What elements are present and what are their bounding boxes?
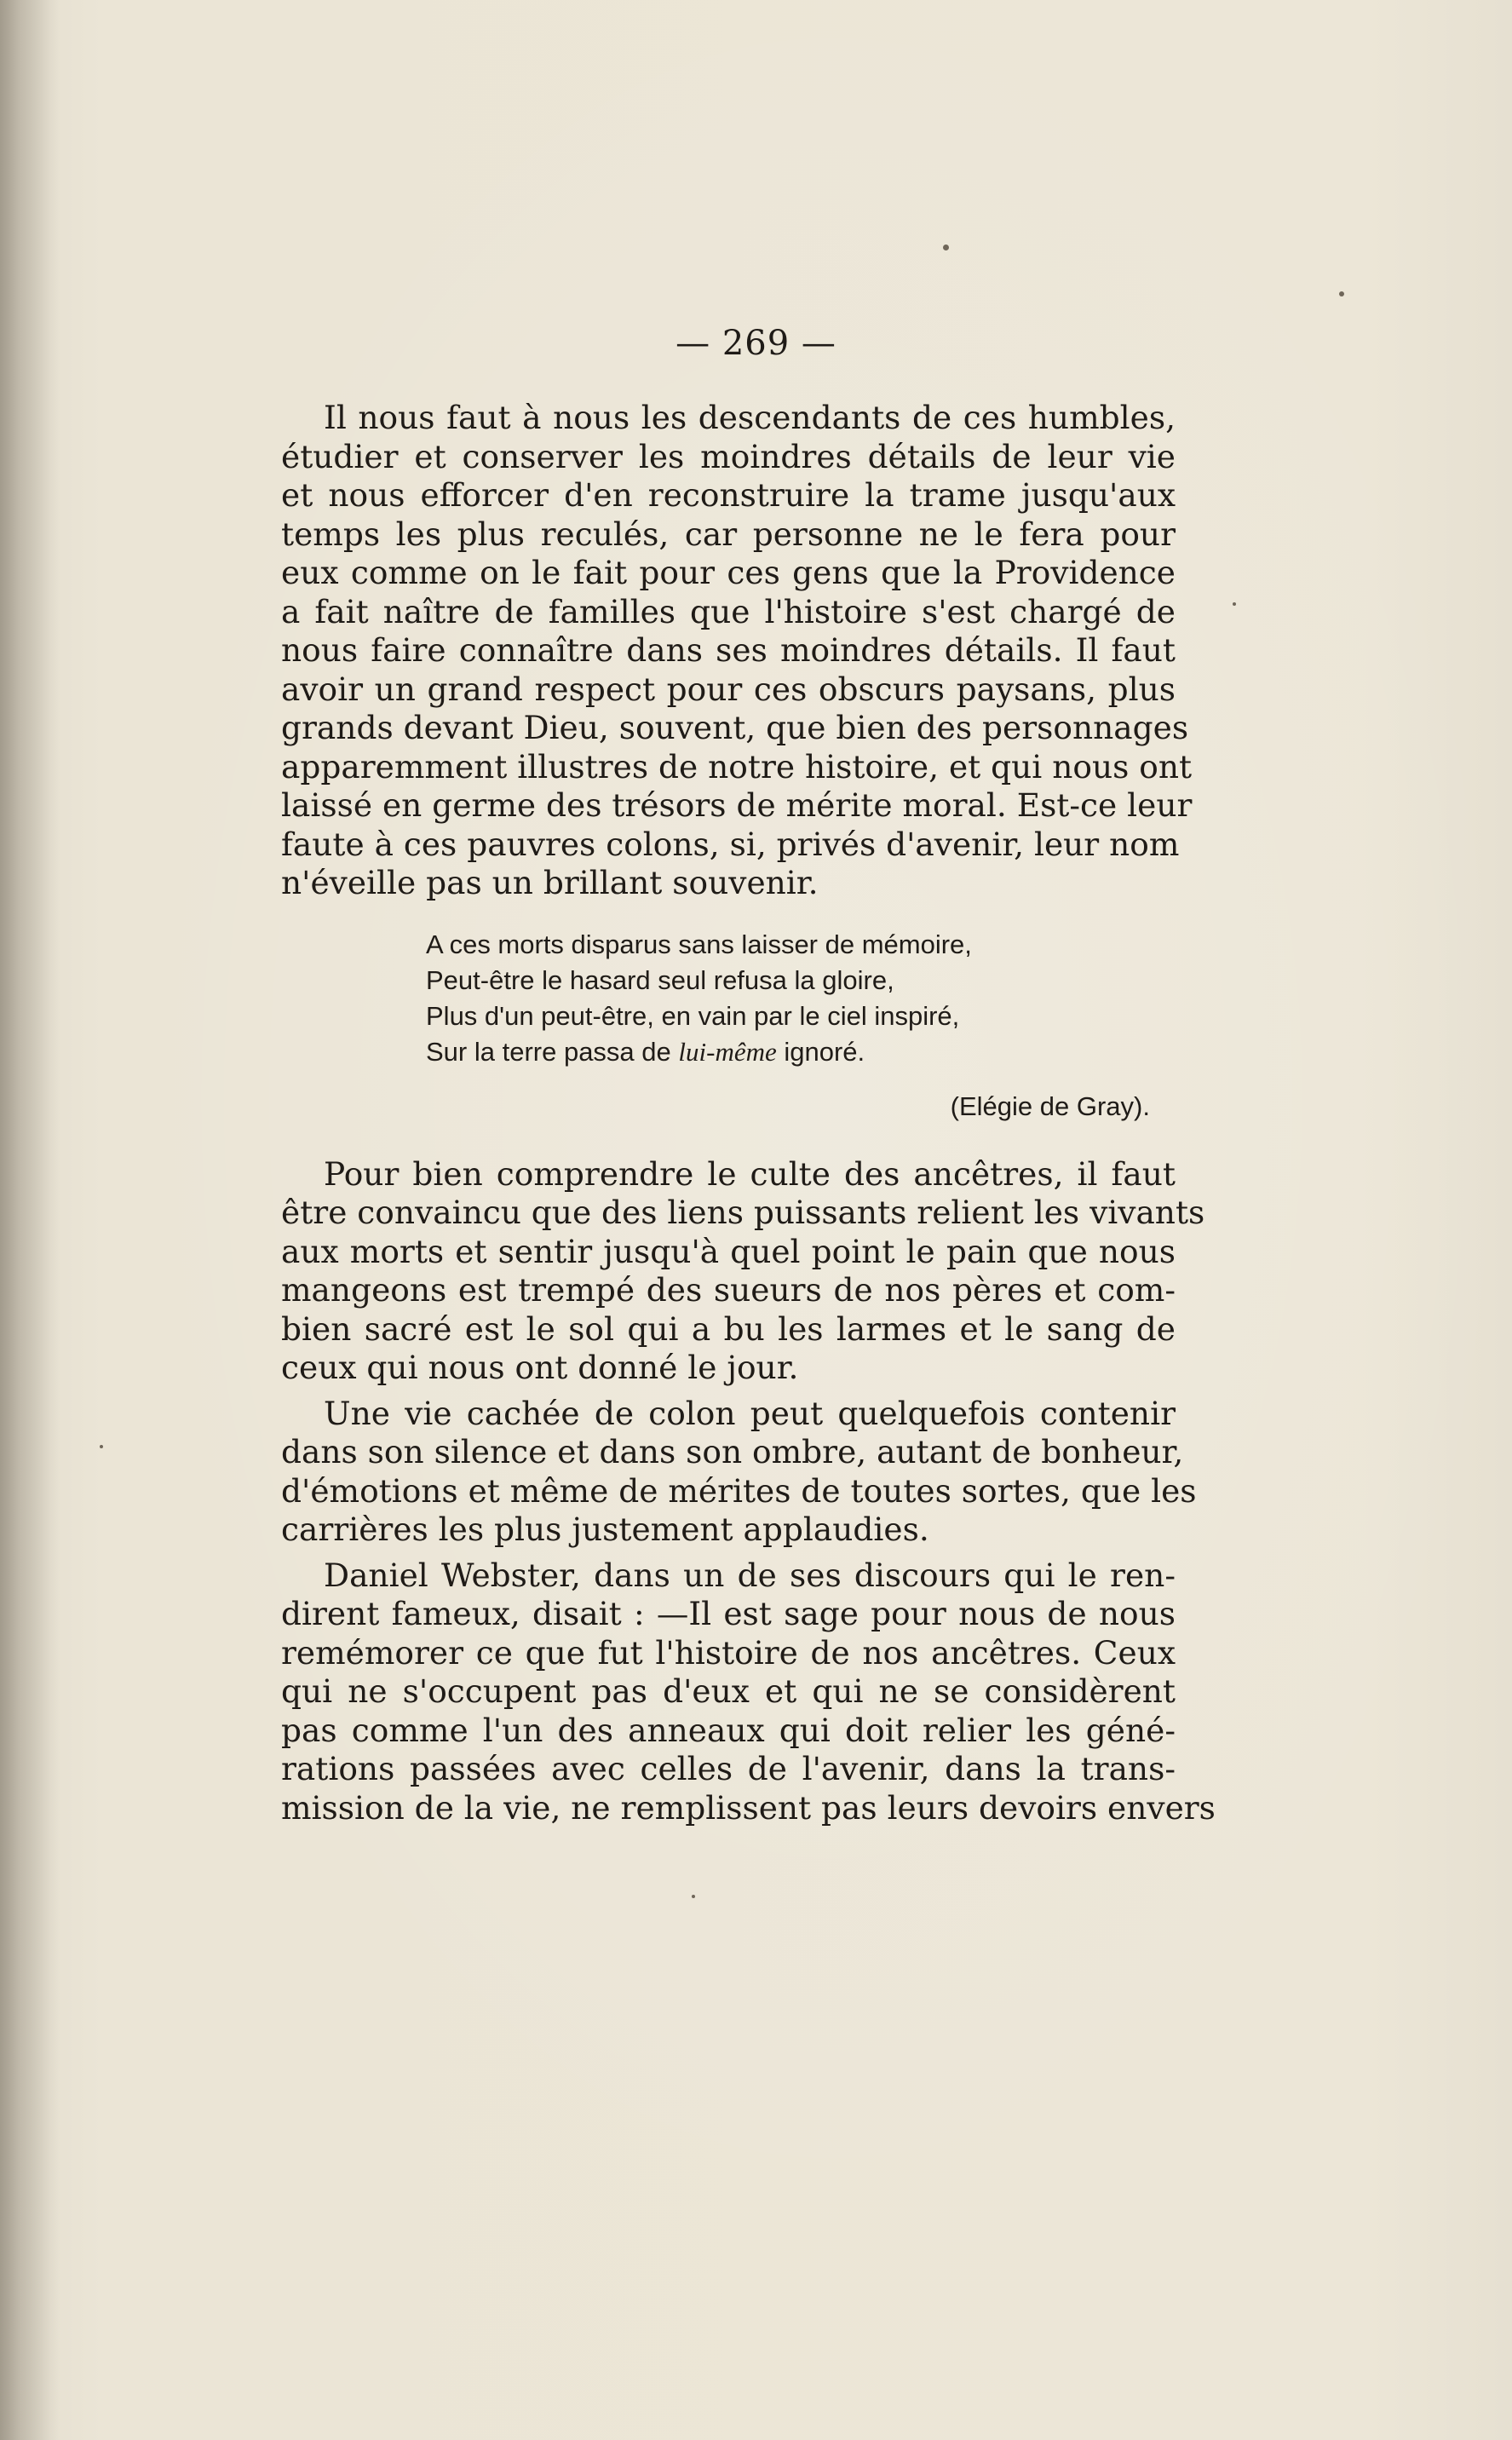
text-line: étudier et conserver les moindres détails de leur vie bbox=[281, 437, 1176, 475]
paragraph-4 bbox=[281, 1556, 1216, 1828]
text-line: mangeons est trempé des sueurs de nos pères et com- bbox=[281, 1271, 1176, 1309]
poem-line: Plus d'un peut-être, en vain par le ciel inspiré, bbox=[426, 1000, 960, 1031]
paragraph-3 bbox=[281, 1394, 1197, 1550]
text-line: dans son silence et dans son ombre, autant de bonheur, bbox=[281, 1433, 1184, 1470]
text-line: eux comme on le fait pour ces gens que la Providence bbox=[281, 554, 1176, 591]
text-line: carrières les plus justement applaudies. bbox=[281, 1511, 929, 1548]
page-number: — 269 — bbox=[676, 324, 836, 363]
paragraph-2 bbox=[281, 1154, 1205, 1388]
poem-line-suffix: ignoré. bbox=[784, 1036, 865, 1067]
text-line: n'éveille pas un brillant souvenir. bbox=[281, 864, 819, 901]
paper-speck bbox=[1339, 291, 1344, 296]
text-line: dirent fameux, disait : —Il est sage pour nous de nous bbox=[281, 1595, 1176, 1632]
paper-speck bbox=[943, 245, 949, 250]
text-line: nous faire connaître dans ses moindres détails. Il faut bbox=[281, 631, 1176, 669]
text-line: aux morts et sentir jusqu'à quel point le pain que nous bbox=[281, 1232, 1176, 1270]
text-line: remémorer ce que fut l'histoire de nos ancêtres. Ceux bbox=[281, 1633, 1176, 1672]
text-line: rations passées avec celles de l'avenir, dans la trans- bbox=[281, 1750, 1176, 1787]
text-line: Une vie cachée de colon peut quelquefois contenir bbox=[324, 1394, 1176, 1432]
text-line: Il nous faut à nous les descendants de ces humbles, bbox=[324, 399, 1176, 436]
gutter-shadow bbox=[0, 0, 60, 2440]
text-line: temps les plus reculés, car personne ne le fera pour bbox=[281, 515, 1176, 553]
poem-line-prefix: Sur la terre passa de bbox=[426, 1036, 671, 1067]
paper-speck bbox=[692, 1895, 695, 1898]
poem-line-italic: lui-même bbox=[678, 1036, 777, 1067]
text-line: apparemment illustres de notre histoire, et qui nous ont bbox=[281, 747, 1193, 786]
poem-line: A ces morts disparus sans laisser de mémoire, bbox=[426, 929, 972, 959]
body-text bbox=[281, 399, 1216, 1827]
text-line: mission de la vie, ne remplissent pas leurs devoirs envers bbox=[281, 1788, 1216, 1827]
text-line: Pour bien comprendre le culte des ancêtres, il faut bbox=[324, 1154, 1176, 1193]
text-line: qui ne s'occupent pas d'eux et qui ne se considèrent bbox=[281, 1672, 1176, 1710]
text-line: faute à ces pauvres colons, si, privés d'avenir, leur nom bbox=[281, 825, 1180, 863]
text-line: être convaincu que des liens puissants relient les vivants bbox=[281, 1194, 1205, 1231]
text-line: grands devant Dieu, souvent, que bien des personnages bbox=[281, 709, 1189, 746]
text-line: et nous efforcer d'en reconstruire la trame jusqu'aux bbox=[281, 476, 1176, 514]
poem-line bbox=[426, 1034, 1176, 1070]
text-line: laissé en germe des trésors de mérite moral. Est-ce leur bbox=[281, 786, 1193, 824]
poem-attribution: (Elégie de Gray). bbox=[950, 1091, 1150, 1121]
poem-line: Peut-être le hasard seul refusa la gloire, bbox=[426, 964, 894, 995]
paragraph-1 bbox=[281, 399, 1193, 903]
text-line: bien sacré est le sol qui a bu les larmes et le sang de bbox=[281, 1309, 1176, 1348]
text-line: d'émotions et même de mérites de toutes sortes, que les bbox=[281, 1471, 1197, 1510]
text-line: avoir un grand respect pour ces obscurs paysans, plus bbox=[281, 670, 1176, 708]
text-line: a fait naître de familles que l'histoire s'est chargé de bbox=[281, 592, 1176, 630]
paper-speck bbox=[100, 1445, 103, 1448]
paper-speck bbox=[1233, 602, 1236, 606]
text-line: ceux qui nous ont donné le jour. bbox=[281, 1349, 799, 1386]
poem-quote bbox=[426, 927, 1176, 1125]
text-line: Daniel Webster, dans un de ses discours qui le ren- bbox=[324, 1556, 1176, 1594]
text-line: pas comme l'un des anneaux qui doit relier les géné- bbox=[281, 1711, 1176, 1749]
